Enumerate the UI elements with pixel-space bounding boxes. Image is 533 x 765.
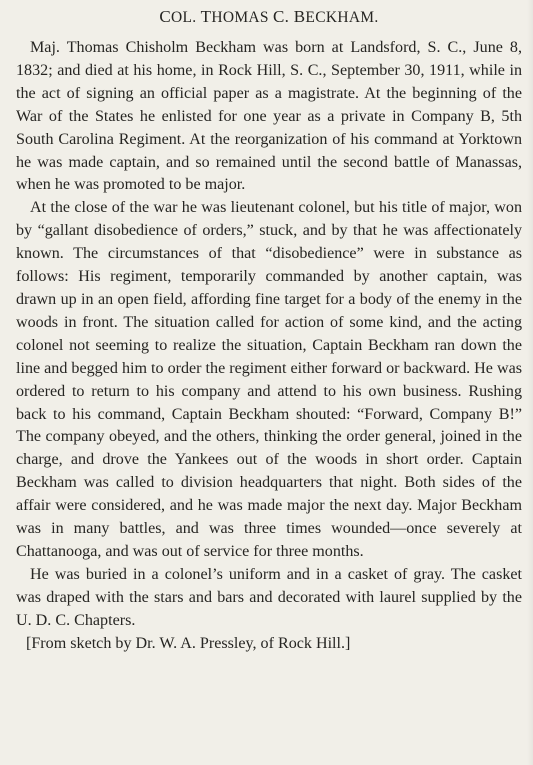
title-initial-t: T [200,7,212,26]
article-title [16,6,522,29]
title-part-ol: OL. [171,9,201,26]
title-part-homas: HOMAS [211,9,274,26]
title-initial-c: C [159,7,172,26]
title-part-eckham: ECKHAM. [305,9,379,26]
document-page [16,6,522,655]
paragraph-2: At the close of the war he was lieutenant colonel, but his title of major, won by “gallant disobedience of orders,” stuck, and by that he was affectionately known. The circumstances of that “disobedience” were in substance as follows: His regiment, temporarily commanded by another captain, was drawn up in an open field, affording fine target for a body of the enemy in the woods in front. The situation called for action of some kind, and the acting colonel not seeming to realize the situation, Captain Beckham ran down the line and begged him to order the regiment either forward or backward. He was ordered to return to his company and attend to his own business. Rushing back to his command, Captain Beckham shouted: “Forward, Company B!” The company obeyed, and the others, thinking the order general, joined in the charge, and drove the Yankees out of the woods in short order. Captain Beckham was called to division headquarters that night. Both sides of the affair were considered, and he was made major the next day. Major Beckham was in many battles, and was three times wounded—once severely at Chattanooga, and was out of service for three months. [16,199,522,560]
source-note: [From sketch by Dr. W. A. Pressley, of Rock Hill.] [26,634,351,652]
paragraph-1: Maj. Thomas Chisholm Beckham was born at Landsford, S. C., June 8, 1832; and died at his home, in Rock Hill, S. C., September 30, 1911, while in the act of signing an official paper as a magistrate. At the beginning of the War of the States he enlisted for one year as a private in Company B, 5th South Carolina Regiment. At the reorganization of his command at Yorktown he was made captain, and so remained until the second battle of Manassas, when he was promoted to be major. [16,39,522,194]
title-initial-c2: C. [273,7,294,26]
paragraph-3: He was buried in a colonel’s uniform and in a casket of gray. The casket was draped with the stars and bars and decorated with laurel supplied by the U. D. C. Chapters. [16,565,522,629]
title-initial-b: B [293,7,306,26]
scan-edge-shadow [527,0,533,765]
